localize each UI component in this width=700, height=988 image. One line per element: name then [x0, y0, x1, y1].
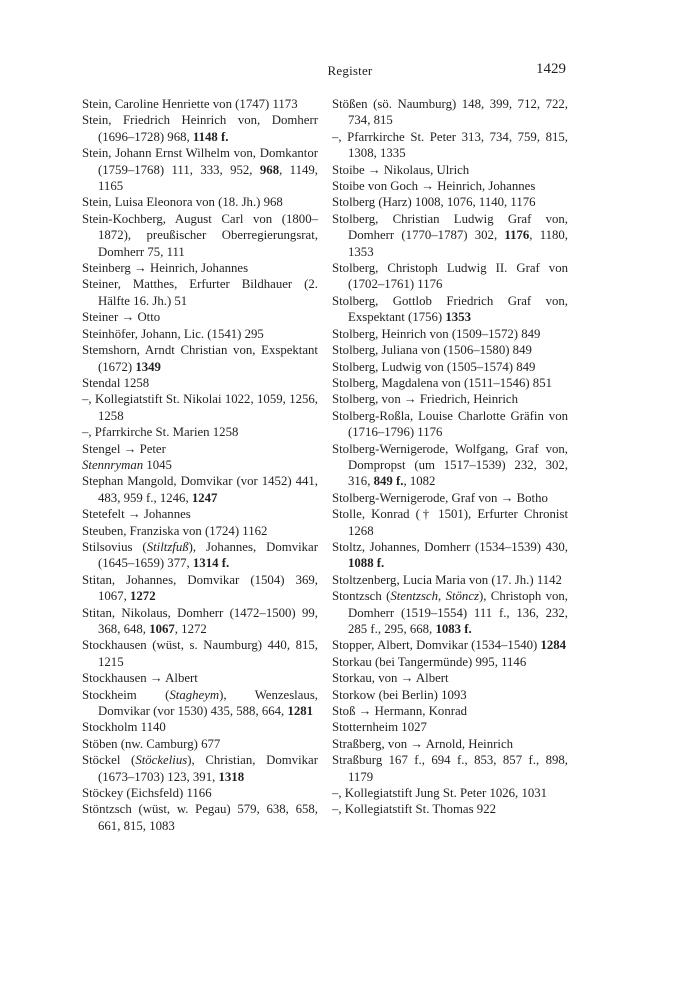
index-entry: Steiner → Otto	[82, 310, 161, 325]
index-entry: Stitan, Nikolaus, Domherr (1472–1500) 99, 368, 648, 1067, 1272	[82, 605, 318, 636]
index-entry: –, Pfarrkirche St. Peter 313, 734, 759, 815, 1308, 1335	[332, 129, 568, 161]
index-entry: Storkau (bei Tangermünde) 995, 1146	[332, 654, 527, 669]
index-entry: Stolberg-Wernigerode, Wolfgang, Graf von, Dompropst (um 1517–1539) 232, 302, 316, 849 f., 1082	[332, 441, 568, 489]
index-entry: Stengel → Peter	[82, 441, 166, 456]
index-entry: Stein, Johann Ernst Wilhelm von, Domkantor (1759–1768) 111, 333, 952, 968, 1149, 1165	[82, 146, 318, 194]
index-entry: –, Kollegiatstift St. Nikolai 1022, 1059, 1256, 1258	[82, 392, 318, 423]
index-entry: Stitan, Johannes, Domvikar (1504) 369, 1067, 1272	[82, 572, 318, 604]
index-entry: Stoß → Hermann, Konrad	[332, 704, 468, 719]
index-entry: Stolberg, Magdalena von (1511–1546) 851	[332, 375, 553, 390]
index-entry: Steinhöfer, Johann, Lic. (1541) 295	[82, 326, 264, 341]
index-entry: Stein, Caroline Henriette von (1747) 1173	[82, 97, 298, 111]
index-entry: Stolberg (Harz) 1008, 1076, 1140, 1176	[332, 195, 536, 210]
index-entry: Stolberg-Wernigerode, Graf von → Botho	[332, 490, 548, 505]
index-entry: Stoltz, Johannes, Domherr (1534–1539) 430, 1088 f.	[332, 539, 568, 571]
running-header-title: Register	[327, 63, 373, 78]
index-entry: –, Kollegiatstift St. Thomas 922	[332, 802, 496, 817]
index-entry: Stoltzenberg, Lucia Maria von (17. Jh.) 1142	[332, 572, 562, 587]
index-entry: Stolberg, Heinrich von (1509–1572) 849	[332, 326, 541, 341]
index-entry: Stolberg, Christoph Ludwig II. Graf von (1702–1761) 1176	[332, 261, 568, 292]
index-entry: Stemshorn, Arndt Christian von, Exspektant (1672) 1349	[82, 343, 318, 374]
index-entry: Stontzsch (Stentzsch, Stöncz), Christoph von, Domherr (1519–1554) 111 f., 136, 232, 285 f., 295, 668, 1083 f.	[332, 589, 568, 636]
index-entry: Steiner, Matthes, Erfurter Bildhauer (2. Hälfte 16. Jh.) 51	[82, 277, 318, 308]
index-entry: Stolberg, von → Friedrich, Heinrich	[332, 392, 518, 407]
index-entry: Stolberg-Roßla, Louise Charlotte Gräfin von (1716–1796) 1176	[332, 408, 568, 440]
index-entry: Stoibe von Goch → Heinrich, Johannes	[332, 179, 536, 194]
index-entry: Stendal 1258	[82, 375, 150, 390]
index-entry: Stotternheim 1027	[332, 720, 427, 735]
index-entry: –, Kollegiatstift Jung St. Peter 1026, 1031	[332, 786, 548, 801]
index-entry: Stößen (sö. Naumburg) 148, 399, 712, 722, 734, 815	[332, 97, 568, 128]
index-entry: Stennryman 1045	[82, 457, 172, 472]
index-entry: Storkow (bei Berlin) 1093	[332, 687, 467, 702]
index-column-left	[82, 96, 318, 834]
index-column-right	[332, 96, 568, 818]
index-entry: Stephan Mangold, Domvikar (vor 1452) 441, 483, 959 f., 1246, 1247	[82, 474, 318, 505]
index-entry: Stopper, Albert, Domvikar (1534–1540) 1284	[332, 638, 567, 653]
index-entry: Stockhausen → Albert	[82, 671, 198, 686]
index-entry: Stockholm 1140	[82, 720, 166, 735]
index-entry: Stilsovius (Stiltzfuß), Johannes, Domvikar (1645–1659) 377, 1314 f.	[82, 539, 318, 571]
index-entry: Stetefelt → Johannes	[82, 507, 191, 522]
index-entry: Steinberg → Heinrich, Johannes	[82, 261, 249, 276]
index-entry: Straßberg, von → Arnold, Heinrich	[332, 736, 514, 751]
index-entry: Stolle, Konrad († 1501), Erfurter Chronist 1268	[332, 507, 568, 538]
index-entry: Stockhausen (wüst, s. Naumburg) 440, 815, 1215	[82, 638, 318, 669]
index-entry: Storkau, von → Albert	[332, 671, 449, 686]
index-entry: Steuben, Franziska von (1724) 1162	[82, 523, 268, 538]
index-entry: Stein-Kochberg, August Carl von (1800–1872), preußischer Oberregierungsrat, Domherr 75, 111	[82, 211, 318, 259]
index-entry: Stein, Luisa Eleonora von (18. Jh.) 968	[82, 195, 283, 210]
index-entry: Stöntzsch (wüst, w. Pegau) 579, 638, 658, 661, 815, 1083	[82, 802, 318, 833]
index-entry: –, Pfarrkirche St. Marien 1258	[82, 425, 239, 440]
index-entry: Stein, Friedrich Heinrich von, Domherr (1696–1728) 968, 1148 f.	[82, 113, 318, 144]
index-entry: Stolberg, Gottlob Friedrich Graf von, Exspektant (1756) 1353	[332, 293, 568, 325]
index-entry: Stolberg, Ludwig von (1505–1574) 849	[332, 359, 536, 374]
page-number: 1429	[536, 61, 566, 77]
index-entry: Stolberg, Christian Ludwig Graf von, Domherr (1770–1787) 302, 1176, 1180, 1353	[332, 211, 569, 259]
index-entry: Straßburg 167 f., 694 f., 853, 857 f., 898, 1179	[332, 753, 568, 784]
index-entry: Stolberg, Juliana von (1506–1580) 849	[332, 343, 532, 358]
index-entry: Stöben (nw. Camburg) 677	[82, 736, 221, 751]
index-entry: Stockheim (Stagheym), Wenzeslaus, Domvikar (vor 1530) 435, 588, 664, 1281	[82, 687, 318, 719]
index-entry: Stöckel (Stöckelius), Christian, Domvikar (1673–1703) 123, 391, 1318	[82, 753, 318, 784]
index-entry: Stöckey (Eichsfeld) 1166	[82, 786, 212, 801]
index-entry: Stoibe → Nikolaus, Ulrich	[332, 162, 470, 177]
